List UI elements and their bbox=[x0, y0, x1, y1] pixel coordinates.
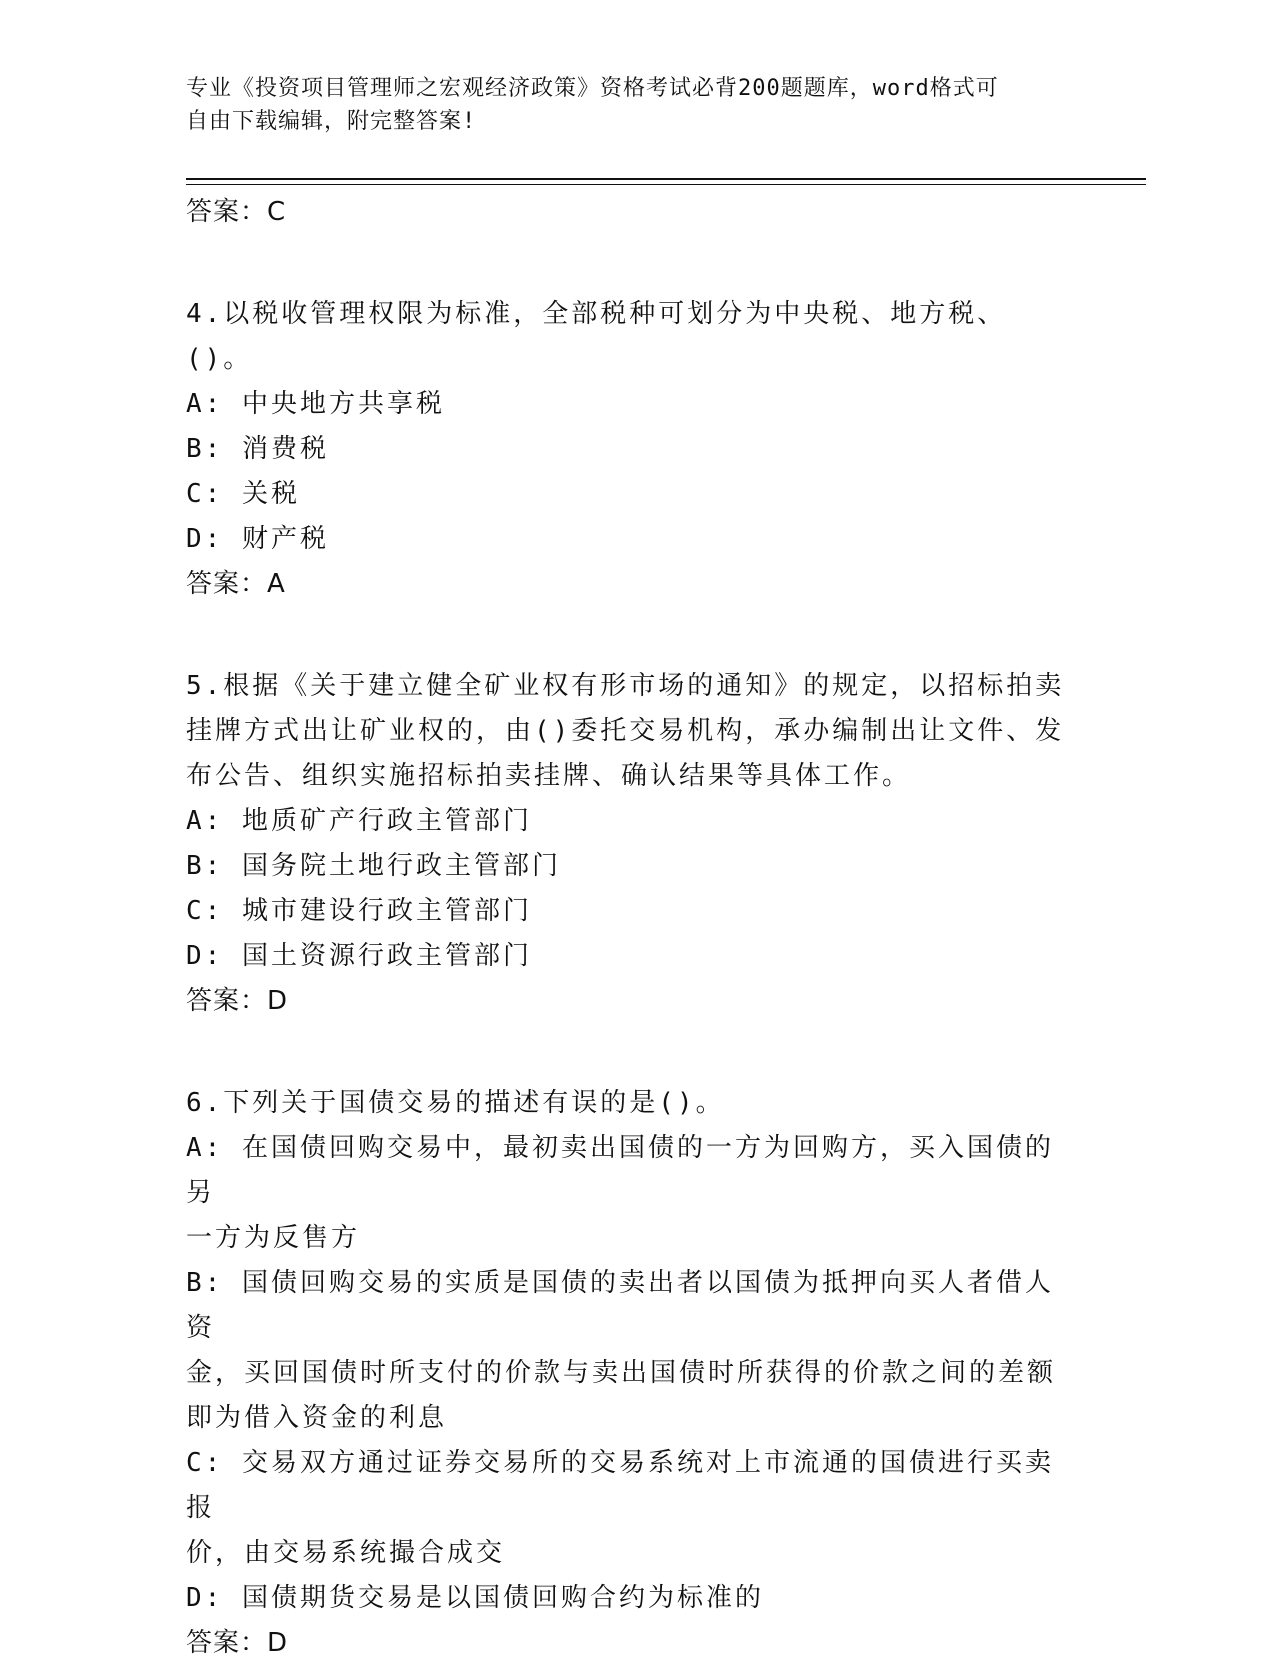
option-b-continued: 即为借入资金的利息 bbox=[186, 1403, 448, 1433]
header-line-2: 自由下载编辑，附完整答案! bbox=[186, 109, 477, 134]
question-stem: 5.根据《关于建立健全矿业权有形市场的通知》的规定，以招标拍卖 bbox=[186, 671, 1065, 701]
answer-label: 答案：C bbox=[186, 197, 287, 227]
header-line-1: 专业《投资项目管理师之宏观经济政策》资格考试必背200题题库，word格式可 bbox=[186, 76, 999, 101]
option-d: D: 国债期货交易是以国债回购合约为标准的 bbox=[186, 1583, 764, 1613]
option-c: C: 交易双方通过证券交易所的交易系统对上市流通的国债进行买卖报 bbox=[186, 1448, 1054, 1523]
question-stem: 6.下列关于国债交易的描述有误的是()。 bbox=[186, 1088, 725, 1118]
option-c: C: 关税 bbox=[186, 479, 300, 509]
option-b: B: 国债回购交易的实质是国债的卖出者以国债为抵押向买人者借人资 bbox=[186, 1268, 1054, 1343]
question-stem: 4.以税收管理权限为标准，全部税种可划分为中央税、地方税、()。 bbox=[186, 299, 1007, 374]
option-d: D: 财产税 bbox=[186, 524, 329, 554]
question-stem: 布公告、组织实施招标拍卖挂牌、确认结果等具体工作。 bbox=[186, 761, 912, 791]
answer-label: 答案：A bbox=[186, 569, 286, 599]
option-b: B: 国务院土地行政主管部门 bbox=[186, 851, 561, 881]
answer-label: 答案：D bbox=[186, 986, 289, 1016]
question-6 bbox=[186, 1081, 1066, 1666]
question-stem: 挂牌方式出让矿业权的，由()委托交易机构，承办编制出让文件、发 bbox=[186, 716, 1065, 746]
option-a-continued: 一方为反售方 bbox=[186, 1223, 361, 1253]
page-header bbox=[186, 72, 1066, 138]
option-c: C: 城市建设行政主管部门 bbox=[186, 896, 532, 926]
question-4 bbox=[186, 292, 1066, 607]
option-c-continued: 价，由交易系统撮合成交 bbox=[186, 1538, 506, 1568]
option-a: A: 在国债回购交易中，最初卖出国债的一方为回购方，买入国债的另 bbox=[186, 1133, 1054, 1208]
option-a: A: 中央地方共享税 bbox=[186, 389, 445, 419]
answer-label: 答案：D bbox=[186, 1628, 289, 1658]
option-b: B: 消费税 bbox=[186, 434, 329, 464]
header-divider bbox=[186, 178, 1146, 185]
question-5 bbox=[186, 664, 1066, 1024]
option-d: D: 国土资源行政主管部门 bbox=[186, 941, 532, 971]
option-a: A: 地质矿产行政主管部门 bbox=[186, 806, 532, 836]
document-body bbox=[186, 190, 1066, 1666]
option-b-continued: 金，买回国债时所支付的价款与卖出国债时所获得的价款之间的差额 bbox=[186, 1358, 1057, 1388]
